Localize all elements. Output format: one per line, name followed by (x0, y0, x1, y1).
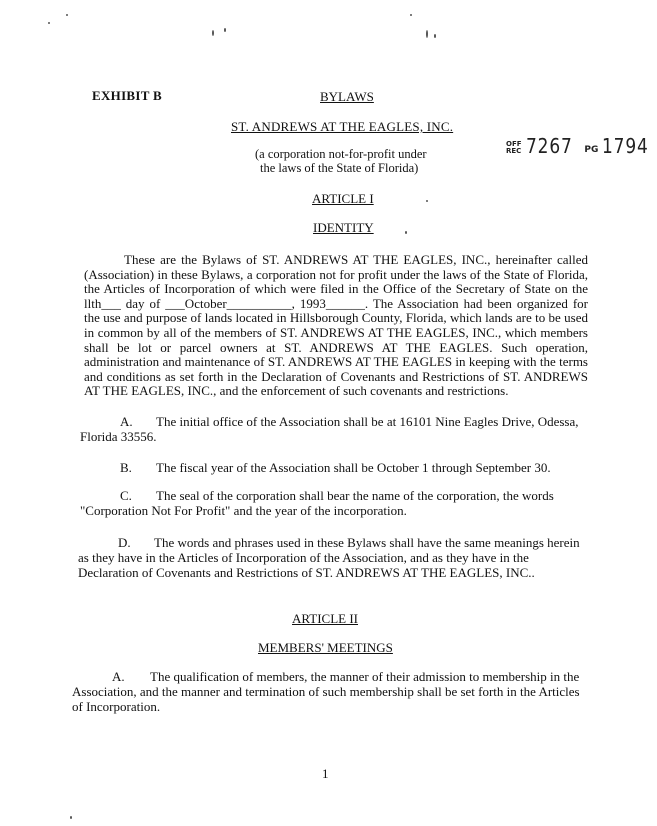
item-letter: A. (120, 414, 133, 429)
item-text: The seal of the corporation shall bear the name of the corporation, the words "Corporation Not For Profit" and the year of the incorporation. (80, 488, 554, 518)
stamp-page-number: 1794 (602, 134, 650, 158)
scan-speck (70, 816, 72, 819)
scan-speck (426, 30, 428, 38)
scan-speck (48, 22, 50, 24)
article-2-subheading: MEMBERS' MEETINGS (258, 640, 393, 655)
scan-speck (224, 28, 226, 32)
article-1-item-b (80, 460, 590, 475)
stamp-prefix-bottom: REC (506, 147, 522, 155)
recording-stamp (506, 134, 657, 158)
stamp-prefix-top: OFF (506, 140, 522, 148)
item-letter: B. (120, 460, 132, 475)
corporation-note-line1: (a corporation not-for-profit under (255, 147, 427, 161)
article-1-item-d (78, 535, 590, 580)
stamp-pg-label: PG (584, 145, 599, 155)
article-2-heading: ARTICLE II (292, 611, 359, 626)
page-number: 1 (322, 766, 329, 781)
article-1-item-c (80, 488, 590, 518)
stamp-book-number: 7267 (525, 134, 573, 158)
item-letter: C. (120, 488, 132, 503)
article-1-subheading: IDENTITY (313, 220, 374, 235)
exhibit-label: EXHIBIT B (92, 88, 163, 103)
document-title: BYLAWS (320, 89, 374, 104)
scan-speck (66, 14, 68, 16)
article-1-intro-paragraph: These are the Bylaws of ST. ANDREWS AT THE EAGLES, INC., hereinafter called (Association) in these Bylaws, a corporation not for profit under the laws of the State of Florida, the Articles of Incorporation of which were filed in the Office of the Secretary of State on the llth___ day of ___October__________, 1993______. The Association had been organized for the use and purpose of lands located in Hillsborough County, Florida, which lands are to be used in common by all of the members of ST. ANDREWS AT THE EAGLES, INC., which members shall be lot or parcel owners at ST. ANDREWS AT THE EAGLES. Such operation, administration and maintenance of ST. ANDREWS AT THE EAGLES in keeping with the terms and conditions as set forth in the Declaration of Covenants and Restrictions of ST. ANDREWS AT THE EAGLES, INC., and the enforcement of such covenants and restrictions. (84, 252, 588, 399)
item-text: The fiscal year of the Association shall be October 1 through September 30. (156, 460, 551, 475)
scan-speck (212, 30, 214, 36)
scan-speck (410, 14, 412, 16)
item-letter: D. (118, 535, 131, 550)
item-letter: A. (112, 669, 125, 684)
article-1-heading: ARTICLE I (312, 191, 374, 206)
scan-speck (434, 34, 436, 38)
scan-speck (405, 231, 407, 234)
article-2-item-a (72, 669, 586, 714)
organization-name: ST. ANDREWS AT THE EAGLES, INC. (231, 119, 454, 134)
item-text: The words and phrases used in these Bylaws shall have the same meanings herein as they have in the Articles of Incorporation of the Association, and as they have in the Declaration of Covenants and Restrictions of ST. ANDREWS AT THE EAGLES, INC.. (78, 535, 580, 580)
stamp-prefix (506, 141, 522, 155)
item-text: The initial office of the Association shall be at 16101 Nine Eagles Drive, Odessa, Florida 33556. (80, 414, 579, 444)
corporation-note-line2: the laws of the State of Florida) (260, 161, 419, 175)
article-1-item-a (80, 414, 590, 444)
scan-speck (426, 200, 428, 202)
item-text: The qualification of members, the manner of their admission to membership in the Association, and the manner and termination of such membership shall be set forth in the Articles of Incorporation. (72, 669, 580, 714)
